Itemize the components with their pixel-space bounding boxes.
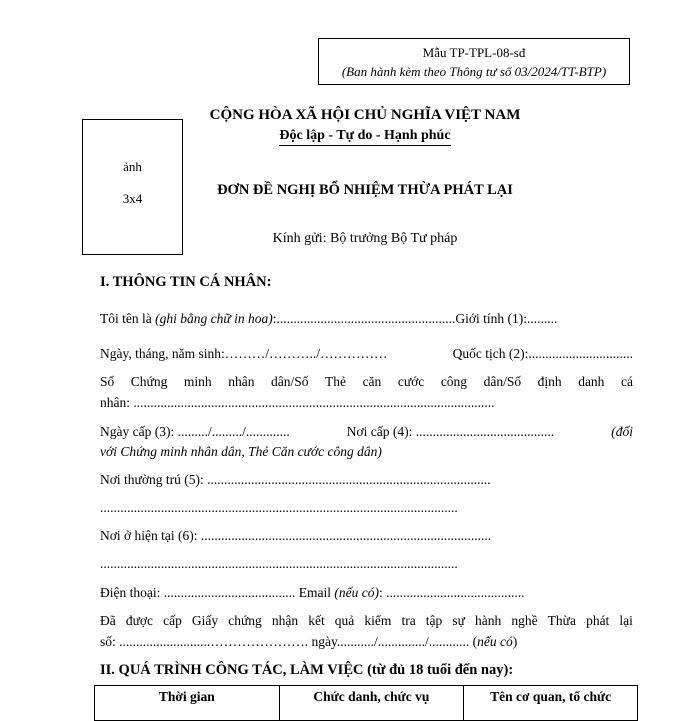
- column-header-position: Chức danh, chức vụ: [279, 686, 464, 721]
- photo-label: ảnh: [123, 159, 142, 174]
- email-label: Email: [298, 585, 335, 600]
- permanent-address-continuation[interactable]: ..........................................................................................................: [100, 500, 458, 515]
- issue-hint-start: (đối: [611, 424, 633, 439]
- name-field[interactable]: :.....................................................: [272, 311, 456, 326]
- photo-size: 3x4: [122, 191, 143, 206]
- gender-field[interactable]: Giới tính (1):.........: [455, 311, 558, 326]
- form-code: Mẫu TP-TPL-08-sđ: [422, 45, 526, 60]
- certificate-hint: nếu có: [477, 634, 513, 649]
- work-history-table: [94, 685, 638, 721]
- contact-row: [100, 585, 525, 601]
- issue-row: [100, 424, 633, 440]
- column-header-organization: Tên cơ quan, tổ chức: [464, 686, 638, 721]
- motto-text: Độc lập - Tự do - Hạnh phúc: [279, 128, 450, 146]
- photo-placeholder: [82, 119, 183, 255]
- issue-date-field[interactable]: Ngày cấp (3): ........./........./.............: [100, 424, 290, 439]
- section-2-heading: II. QUÁ TRÌNH CÔNG TÁC, LÀM VIỆC (từ đủ 18 tuổi đến nay):: [100, 662, 514, 678]
- current-address-field[interactable]: Nơi ở hiện tại (6): ......................................................................................: [100, 528, 492, 543]
- section-1-heading: I. THÔNG TIN CÁ NHÂN:: [100, 274, 272, 290]
- email-field[interactable]: : .........................................: [378, 585, 525, 600]
- name-hint: (ghi bằng chữ in hoa): [155, 311, 273, 326]
- certificate-row-1: Đã được cấp Giấy chứng nhận kết quả kiểm tra tập sự hành nghề Thừa phát lại: [100, 613, 633, 628]
- document-title: ĐƠN ĐỀ NGHỊ BỔ NHIỆM THỪA PHÁT LẠI: [217, 182, 513, 198]
- nationality-field[interactable]: Quốc tịch (2):...............................: [452, 346, 633, 361]
- current-address-continuation[interactable]: ..........................................................................................................: [100, 556, 458, 571]
- id-label-word: Số: [100, 374, 115, 389]
- certificate-row-2: số: ...........................…………………. ngày.........../............../............ (nếu có): [100, 634, 518, 649]
- dob-row: [100, 346, 633, 362]
- phone-field[interactable]: Điện thoại: .......................................: [100, 585, 296, 600]
- permanent-address-field[interactable]: Nơi thường trú (5): ....................................................................................: [100, 472, 491, 487]
- recipient-line: Kính gửi: Bộ trưởng Bộ Tư pháp: [272, 231, 458, 246]
- certificate-number-field[interactable]: số: ...........................…………………. ngày.........../............../............ (: [100, 634, 478, 649]
- issue-place-field[interactable]: Nơi cấp (4): .........................................: [346, 424, 555, 439]
- table-header-row: [95, 686, 638, 721]
- dob-field[interactable]: Ngày, tháng, năm sinh:………/………../……………: [100, 346, 388, 361]
- country-name: CỘNG HÒA XÃ HỘI CHỦ NGHĨA VIỆT NAM: [209, 107, 521, 123]
- id-row-1: Số Chứng minh nhân dân/Số Thẻ căn cước công dân/Số định danh cá: [100, 374, 633, 389]
- name-label: Tôi tên là: [100, 311, 156, 326]
- form-issued-by: (Ban hành kèm theo Thông tư số 03/2024/TT-BTP): [341, 64, 607, 79]
- name-row: [100, 311, 633, 327]
- email-hint: (nếu có): [334, 585, 379, 600]
- issue-hint: với Chứng minh nhân dân, Thẻ Căn cước công dân): [100, 444, 382, 459]
- national-motto: [180, 128, 550, 144]
- column-header-period: Thời gian: [95, 686, 280, 721]
- form-code-box: [318, 38, 630, 85]
- id-number-field[interactable]: nhân: ...........................................................................................................: [100, 395, 495, 410]
